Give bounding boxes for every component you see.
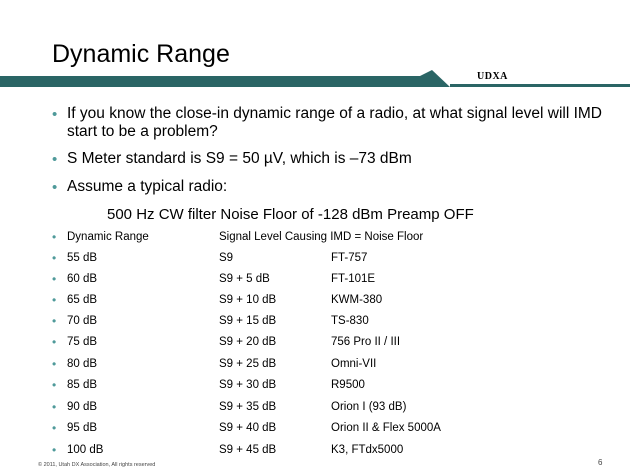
bullet-item: If you know the close-in dynamic range of a radio, at what signal level will IMD start to be a problem?: [67, 105, 602, 140]
dynamic-range-cell: 95 dB: [67, 422, 98, 434]
radio-model-cell: K3, FTdx5000: [331, 444, 404, 456]
bullet-marker: •: [52, 421, 57, 435]
table-row: [0, 401, 630, 419]
column-header: Dynamic Range: [67, 231, 149, 243]
bullet-marker: •: [52, 251, 57, 265]
bullet-marker: •: [52, 400, 57, 414]
dynamic-range-cell: 85 dB: [67, 379, 98, 391]
signal-level-cell: S9 + 20 dB: [219, 336, 277, 348]
radio-model-cell: TS-830: [331, 315, 369, 327]
radio-model-cell: KWM-380: [331, 294, 383, 306]
bullet-marker: •: [52, 335, 57, 349]
slide-title: Dynamic Range: [52, 40, 230, 68]
table-row: [0, 444, 630, 462]
dynamic-range-cell: 100 dB: [67, 444, 104, 456]
radio-model-cell: 756 Pro II / III: [331, 336, 401, 348]
radio-model-cell: FT-757: [331, 252, 368, 264]
radio-assumption-note: 500 Hz CW filter Noise Floor of -128 dBm Preamp OFF: [107, 206, 474, 223]
bullet-item: Assume a typical radio:: [67, 178, 228, 195]
table-row: [0, 358, 630, 376]
table-row: [0, 294, 630, 312]
table-row: [0, 252, 630, 270]
bullet-marker: •: [52, 179, 58, 196]
radio-model-cell: Orion I (93 dB): [331, 401, 407, 413]
signal-level-cell: S9 + 35 dB: [219, 401, 277, 413]
bullet-marker: •: [52, 443, 57, 457]
signal-level-cell: S9 + 25 dB: [219, 358, 277, 370]
signal-level-cell: S9 + 30 dB: [219, 379, 277, 391]
dynamic-range-cell: 65 dB: [67, 294, 98, 306]
table-row: [0, 422, 630, 440]
udxa-logo: UDXA: [477, 71, 508, 82]
copyright-footer: © 2011, Utah DX Association, All rights reserved: [38, 462, 156, 468]
signal-level-cell: S9 + 45 dB: [219, 444, 277, 456]
column-header: Signal Level Causing IMD = Noise Floor: [219, 231, 424, 243]
signal-level-cell: S9 + 40 dB: [219, 422, 277, 434]
dynamic-range-cell: 60 dB: [67, 273, 98, 285]
radio-model-cell: Orion II & Flex 5000A: [331, 422, 441, 434]
bullet-marker: •: [52, 293, 57, 307]
radio-model-cell: R9500: [331, 379, 365, 391]
table-row: [0, 336, 630, 354]
table-row: [0, 273, 630, 291]
header-band: [0, 70, 630, 87]
table-header-row: [0, 231, 630, 249]
dynamic-range-cell: 75 dB: [67, 336, 98, 348]
bullet-marker: •: [52, 357, 57, 371]
signal-level-cell: S9 + 15 dB: [219, 315, 277, 327]
dynamic-range-cell: 70 dB: [67, 315, 98, 327]
dynamic-range-cell: 55 dB: [67, 252, 98, 264]
signal-level-cell: S9 + 5 dB: [219, 273, 270, 285]
signal-level-cell: S9: [219, 252, 234, 264]
radio-model-cell: Omni-VII: [331, 358, 377, 370]
bullet-marker: •: [52, 378, 57, 392]
signal-level-cell: S9 + 10 dB: [219, 294, 277, 306]
bullet-marker: •: [52, 230, 57, 244]
bullet-marker: •: [52, 314, 57, 328]
bullet-marker: •: [52, 151, 58, 168]
radio-model-cell: FT-101E: [331, 273, 376, 285]
dynamic-range-cell: 90 dB: [67, 401, 98, 413]
dynamic-range-cell: 80 dB: [67, 358, 98, 370]
page-number: 6: [598, 458, 603, 467]
bullet-marker: •: [52, 106, 58, 123]
table-row: [0, 315, 630, 333]
bullet-marker: •: [52, 272, 57, 286]
bullet-item: S Meter standard is S9 = 50 µV, which is –73 dBm: [67, 150, 412, 167]
table-row: [0, 379, 630, 397]
